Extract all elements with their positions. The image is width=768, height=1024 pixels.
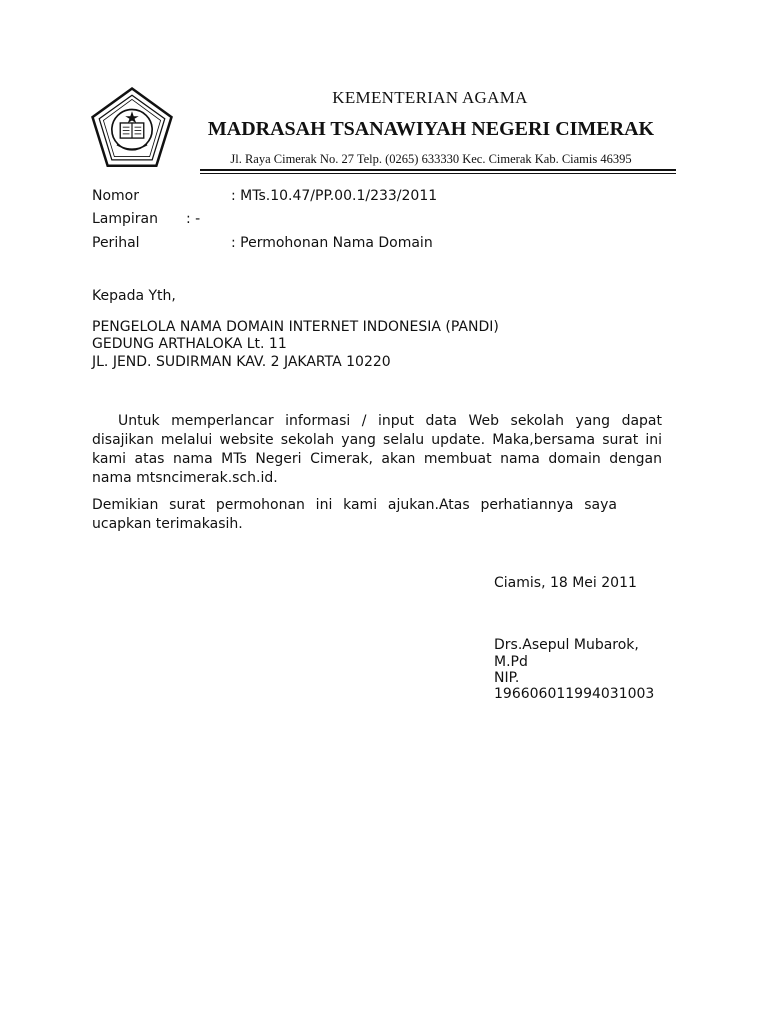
signer-nip: 196606011994031003 xyxy=(494,686,655,702)
meta-value-nomor: : MTs.10.47/PP.00.1/233/2011 xyxy=(231,188,438,204)
school-address: Jl. Raya Cimerak No. 27 Telp. (0265) 633330 Kec. Cimerak Kab. Ciamis 46395 xyxy=(230,152,632,166)
recipient-line: JL. JEND. SUDIRMAN KAV. 2 JAKARTA 10220 xyxy=(92,354,391,370)
ministry-emblem-icon xyxy=(90,86,174,170)
recipient-line: PENGELOLA NAMA DOMAIN INTERNET INDONESIA (PANDI) xyxy=(92,319,499,335)
recipient-line: GEDUNG ARTHALOKA Lt. 11 xyxy=(92,336,287,352)
letterhead-rule-thick xyxy=(200,169,676,171)
school-name: MADRASAH TSANAWIYAH NEGERI CIMERAK xyxy=(207,118,655,140)
signer-title: M.Pd xyxy=(494,654,528,670)
letterhead xyxy=(0,0,768,180)
meta-value-perihal: : Permohonan Nama Domain xyxy=(231,235,433,251)
closing-paragraph: Demikian surat permohonan ini kami ajukan.Atas perhatiannya saya ucapkan terimakasih. xyxy=(92,497,617,532)
signer-nip-label: NIP. xyxy=(494,670,520,686)
place-date: Ciamis, 18 Mei 2011 xyxy=(494,575,637,591)
meta-label-nomor: Nomor xyxy=(92,188,139,204)
salutation: Kepada Yth, xyxy=(92,288,176,304)
body-paragraph: Untuk memperlancar informasi / input data Web sekolah yang dapat disajikan melalui website sekolah yang selalu update. Maka,bersama surat ini kami atas nama MTs Negeri Cimerak, akan membuat nama domain dengan nama mtsncimerak.sch.id. xyxy=(92,413,662,486)
signer-name: Drs.Asepul Mubarok, xyxy=(494,637,639,653)
ministry-name: KEMENTERIAN AGAMA xyxy=(332,88,528,107)
meta-value-lampiran: : - xyxy=(186,211,201,227)
letterhead-rule-thin xyxy=(200,173,676,174)
meta-label-lampiran: Lampiran xyxy=(92,211,159,227)
meta-label-perihal: Perihal xyxy=(92,235,140,251)
